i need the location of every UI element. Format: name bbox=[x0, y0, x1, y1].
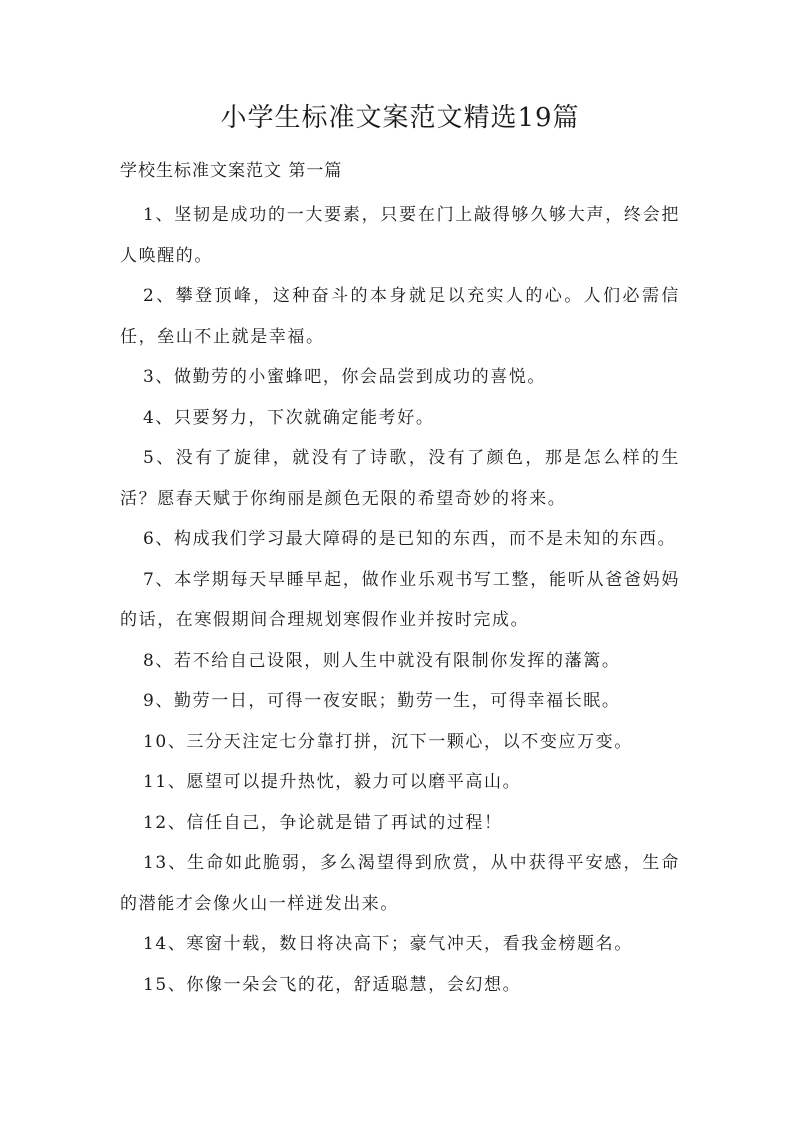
list-item: 4、只要努力，下次就确定能考好。 bbox=[143, 407, 435, 428]
list-item: 2、攀登顶峰，这种奋斗的本身就足以充实人的心。人们必需信任，垒山不止就是幸福。 bbox=[120, 286, 680, 347]
section-heading: 学校生标准文案范文 第一篇 bbox=[120, 161, 343, 181]
list-item: 6、构成我们学习最大障碍的是已知的东西，而不是未知的东西。 bbox=[143, 529, 677, 549]
list-item: 11、愿望可以提升热忱，毅力可以磨平高山。 bbox=[143, 772, 522, 792]
list-item: 7、本学期每天早睡早起，做作业乐观书写工整，能听从爸爸妈妈的话，在寒假期间合理规划寒假作业并按时完成。 bbox=[120, 569, 680, 630]
list-item: 1、坚韧是成功的一大要素，只要在门上敲得够久够大声，终会把人唤醒的。 bbox=[120, 205, 680, 266]
list-item: 3、做勤劳的小蜜蜂吧，你会品尝到成功的喜悦。 bbox=[143, 367, 547, 387]
list-item: 12、信任自己，争论就是错了再试的过程！ bbox=[143, 812, 503, 833]
item-list bbox=[120, 195, 680, 1005]
list-item: 5、没有了旋律，就没有了诗歌，没有了颜色，那是怎么样的生活？愿春天赋于你绚丽是颜色无限的希望奇妙的将来。 bbox=[120, 448, 680, 509]
document-title: 小学生标准文案范文精选19篇 bbox=[220, 103, 580, 133]
list-item: 15、你像一朵会飞的花，舒适聪慧，会幻想。 bbox=[143, 974, 522, 995]
list-item: 13、生命如此脆弱，多么渴望得到欣赏，从中获得平安感，生命的潜能才会像火山一样迸发出来。 bbox=[120, 853, 680, 914]
list-item: 9、勤劳一日，可得一夜安眠；勤劳一生，可得幸福长眠。 bbox=[143, 691, 621, 711]
list-item: 14、寒窗十载，数日将决高下；豪气冲天，看我金榜题名。 bbox=[143, 934, 633, 954]
list-item: 10、三分天注定七分靠打拼，沉下一颗心，以不变应万变。 bbox=[143, 731, 633, 752]
list-item: 8、若不给自己设限，则人生中就没有限制你发挥的藩篱。 bbox=[143, 650, 621, 671]
